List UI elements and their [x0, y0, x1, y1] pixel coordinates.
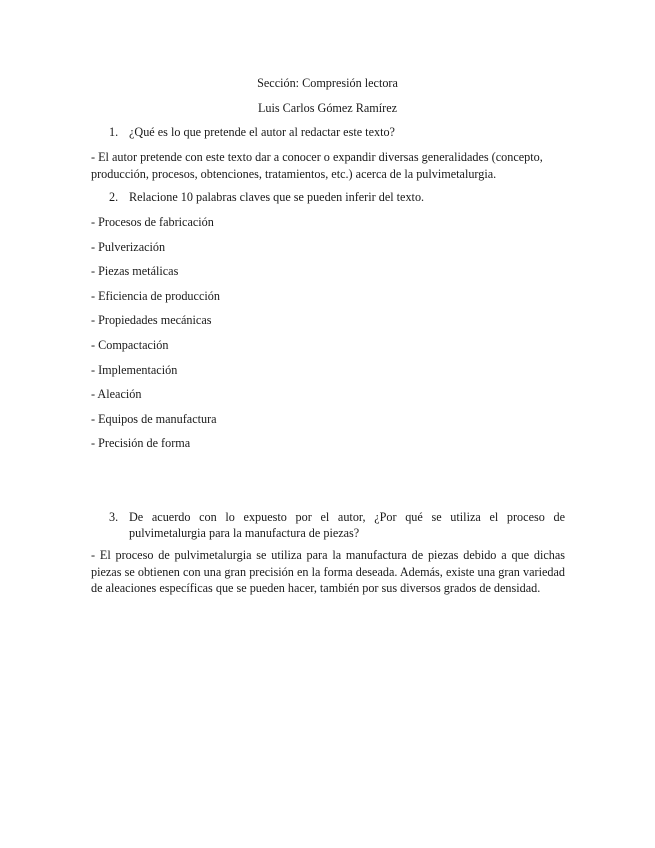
keyword-item: - Propiedades mecánicas	[91, 313, 212, 328]
keyword-list	[91, 214, 220, 460]
keyword-item: - Piezas metálicas	[91, 264, 179, 279]
keyword-item: - Implementación	[91, 362, 178, 377]
answer-3: - El proceso de pulvimetalurgia se utiliza para la manufactura de piezas debido a que dichas piezas se obtienen con una gran precisión en la forma deseada. Además, existe una gran variedad de aleaciones específicas que se pueden hacer, también por sus diversos grados de densidad.	[91, 548, 565, 595]
answer-1: - El autor pretende con este texto dar a conocer o expandir diversas generalidades (concepto, producción, procesos, obtenciones, tratamientos, etc.) acerca de la pulvimetalurgia.	[91, 150, 543, 181]
question-1	[91, 124, 565, 140]
question-number: 3.	[109, 510, 119, 524]
question-text: ¿Qué es lo que pretende el autor al redactar este texto?	[129, 125, 395, 139]
section-title: Sección: Compresión lectora	[257, 76, 398, 90]
question-3	[91, 509, 565, 541]
keyword-item: - Aleación	[91, 387, 142, 402]
keyword-item: - Procesos de fabricación	[91, 215, 214, 229]
question-2	[91, 189, 565, 205]
keyword-item: - Compactación	[91, 337, 169, 352]
question-text: Relacione 10 palabras claves que se pueden inferir del texto.	[129, 190, 425, 204]
question-number: 1.	[109, 125, 119, 139]
keyword-item: - Pulverización	[91, 239, 166, 254]
keyword-item: - Eficiencia de producción	[91, 288, 220, 303]
question-number: 2.	[109, 190, 119, 204]
keyword-item: - Precisión de forma	[91, 436, 191, 451]
author-name: Luis Carlos Gómez Ramírez	[257, 101, 398, 115]
question-text: De acuerdo con lo expuesto por el autor, ¿Por qué se utiliza el proceso de pulvimetalurgia para la manufactura de piezas?	[129, 510, 565, 540]
keyword-item: - Equipos de manufactura	[91, 411, 217, 426]
